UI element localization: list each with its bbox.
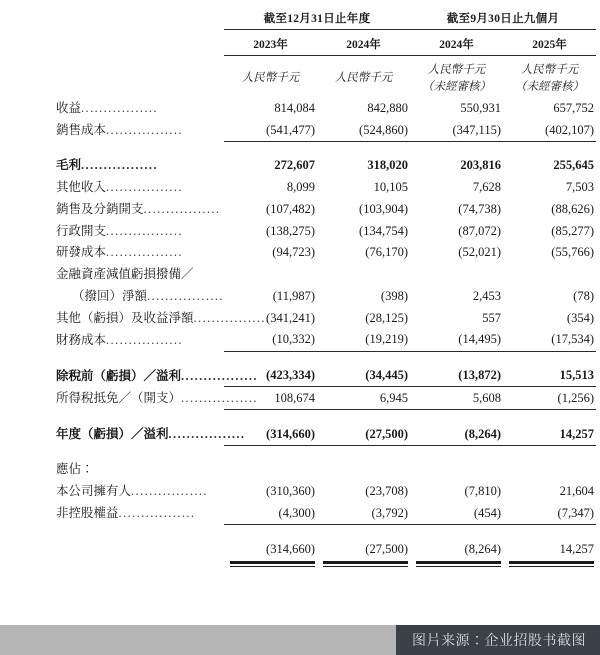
row-spacer-cell	[56, 410, 596, 424]
row-label	[56, 502, 224, 524]
row-value-col1: (423,334)	[224, 365, 317, 387]
double-rule-thick	[509, 561, 594, 564]
row-value-col4	[503, 538, 596, 569]
row-value-col4	[503, 459, 596, 481]
table-row	[56, 481, 596, 503]
header-unit-sub-col3: （未經審核）	[422, 80, 491, 93]
double-rule-thin	[416, 566, 501, 567]
header-unit-col3	[410, 56, 503, 98]
row-value-col2	[317, 538, 410, 569]
row-label-leader-dots: .................	[81, 100, 158, 115]
value-text: (8,264)	[464, 541, 501, 556]
row-label-leader-dots: .................	[106, 332, 183, 347]
header-year-corner-cell	[56, 30, 224, 56]
row-label-text: 年度（虧損）／溢利	[56, 427, 169, 442]
row-value-col1: (4,300)	[224, 502, 317, 524]
header-year-2023: 2023年	[224, 30, 317, 56]
row-value-col4: (354)	[566, 310, 594, 325]
header-year-2024-ninemonths: 2024年	[410, 30, 503, 56]
row-value-col2: (23,708)	[365, 484, 408, 499]
row-label-leader-dots: .................	[118, 506, 196, 521]
double-rule-thin	[509, 566, 594, 567]
row-value-col3: (347,115)	[410, 119, 503, 141]
header-year-2025-ninemonths: 2025年	[503, 30, 596, 56]
row-value-col4: (88,626)	[551, 201, 594, 216]
header-unit-main-col2: 人民幣千元	[334, 72, 393, 85]
row-spacer-cell	[56, 351, 596, 365]
row-value-col1: (107,482)	[266, 201, 315, 216]
row-label	[56, 365, 258, 387]
double-rule-thin	[230, 566, 315, 567]
row-label-text: 行政開支	[56, 223, 107, 238]
table-row	[56, 177, 596, 199]
value-text: (314,660)	[266, 541, 315, 556]
row-value-col2: (27,500)	[317, 423, 410, 445]
row-value-col4: (1,256)	[503, 387, 596, 410]
row-value-col1: (11,987)	[272, 288, 315, 303]
value-with-double-rule	[230, 540, 315, 568]
row-label-text: 其他（虧損）及收益淨額	[56, 310, 194, 325]
row-label	[56, 119, 224, 141]
row-value-col2	[317, 264, 410, 286]
row-label	[56, 481, 224, 503]
table-row	[56, 502, 596, 524]
row-value-col3	[410, 459, 503, 481]
row-value-col3	[410, 264, 503, 286]
row-value-col3: 7,628	[472, 180, 501, 195]
row-value-col2: (34,445)	[317, 365, 410, 387]
row-value-col2: (524,860)	[317, 119, 410, 141]
row-value-col3	[410, 538, 503, 569]
header-group-ninemonths: 截至9月30日止九個月	[410, 0, 596, 30]
row-label	[56, 97, 224, 119]
row-label-leader-dots: .................	[168, 427, 246, 442]
row-label	[56, 177, 224, 199]
table-header	[56, 0, 596, 97]
row-value-col4: 14,257	[503, 423, 596, 445]
row-value-col2: (19,219)	[317, 329, 410, 351]
row-value-col3: 2,453	[472, 288, 501, 303]
table-row	[56, 387, 596, 410]
table-row	[56, 198, 596, 220]
double-rule-thick	[230, 561, 315, 564]
watermark-source-box	[396, 625, 600, 655]
value-text: (27,500)	[365, 541, 408, 556]
row-value-col4: (85,277)	[551, 223, 594, 238]
row-label	[56, 307, 271, 329]
row-label	[56, 220, 224, 242]
row-value-col1: 108,674	[224, 387, 317, 410]
row-label-text: 其他收入	[56, 180, 107, 195]
row-value-col3: (454)	[410, 502, 503, 524]
header-unit-col4	[503, 56, 596, 98]
table-row	[56, 97, 596, 119]
table-row	[56, 242, 596, 264]
row-label-leader-dots: .................	[193, 310, 271, 325]
row-value-col4: (17,534)	[503, 329, 596, 351]
row-value-col4: (55,766)	[551, 245, 594, 260]
table-row	[56, 329, 596, 351]
row-value-col3: (13,872)	[410, 365, 503, 387]
table-row	[56, 264, 596, 286]
row-label-leader-dots: .................	[106, 123, 183, 138]
row-value-col4: (402,107)	[503, 119, 596, 141]
row-label-leader-dots: .................	[143, 201, 221, 216]
row-label-text: 收益	[56, 100, 82, 115]
row-spacer-cell	[56, 445, 596, 459]
row-value-col4: 255,645	[553, 158, 594, 173]
table-row	[56, 459, 596, 481]
row-value-col1	[224, 538, 317, 569]
row-value-col3: (52,021)	[458, 245, 501, 260]
watermark-source-text: 图片来源：企业招股书截图	[412, 632, 586, 648]
row-value-col1	[224, 459, 317, 481]
header-unit-col2	[317, 56, 410, 98]
row-value-col1: (314,660)	[224, 423, 317, 445]
row-value-col1: 272,607	[274, 158, 315, 173]
header-unit-corner-cell	[56, 56, 224, 98]
value-with-double-rule	[416, 540, 501, 568]
row-spacer	[56, 351, 596, 365]
row-value-col3: 5,608	[410, 387, 503, 410]
table-row	[56, 155, 596, 177]
row-label	[56, 155, 224, 177]
header-unit-col1	[224, 56, 317, 98]
row-label	[56, 242, 224, 264]
row-label-text: 金融資產減值虧損撥備／	[56, 267, 194, 282]
header-group-annual: 截至12月31日止年度	[224, 0, 410, 30]
row-value-col2: (3,792)	[317, 502, 410, 524]
row-value-col3: 203,816	[460, 158, 501, 173]
row-spacer	[56, 525, 596, 539]
row-value-col2: (134,754)	[359, 223, 408, 238]
row-value-col4: 15,513	[503, 365, 596, 387]
table-row	[56, 423, 596, 445]
table-row	[56, 119, 596, 141]
row-label-text: 非控股權益	[56, 506, 119, 521]
row-label-leader-dots: .................	[81, 158, 158, 173]
row-label-leader-dots: .................	[181, 368, 258, 383]
header-group-row	[56, 0, 596, 30]
row-spacer-cell	[56, 525, 596, 539]
row-value-col1: (10,332)	[224, 329, 317, 351]
row-value-col1: 814,084	[274, 100, 315, 115]
row-label-text: 財務成本	[56, 332, 107, 347]
header-unit-main-col3: 人民幣千元	[427, 64, 486, 76]
row-value-col1: 8,099	[286, 180, 315, 195]
row-value-col3: (8,264)	[410, 423, 503, 445]
row-value-col1: (94,723)	[272, 245, 315, 260]
double-rule	[416, 558, 501, 567]
table-row	[56, 538, 596, 569]
row-value-col3: 550,931	[460, 100, 501, 115]
row-label	[56, 459, 224, 481]
header-unit-main-col4: 人民幣千元	[520, 64, 579, 76]
row-value-col1: (138,275)	[266, 223, 315, 238]
row-value-col2: (28,125)	[365, 310, 408, 325]
header-unit-row	[56, 56, 596, 98]
row-label	[56, 264, 224, 286]
double-rule	[509, 558, 594, 567]
row-label-leader-dots: .................	[106, 180, 183, 195]
row-value-col4: 7,503	[565, 180, 594, 195]
table-body	[56, 97, 596, 569]
double-rule	[323, 558, 408, 567]
header-year-2024-annual: 2024年	[317, 30, 410, 56]
row-label-text: 銷售成本	[56, 123, 107, 138]
row-label-text: 應佔：	[56, 462, 94, 477]
row-value-col2: (398)	[380, 288, 408, 303]
row-value-col2: 318,020	[367, 158, 408, 173]
row-value-col2: (76,170)	[365, 245, 408, 260]
double-rule-thick	[323, 561, 408, 564]
header-corner-cell	[56, 0, 224, 30]
row-label	[56, 329, 224, 351]
row-label-text: 本公司擁有人	[56, 484, 132, 499]
row-value-col2	[317, 459, 410, 481]
row-label	[56, 538, 224, 569]
double-rule-thick	[416, 561, 501, 564]
table-row	[56, 220, 596, 242]
value-with-double-rule	[323, 540, 408, 568]
row-value-col4: 21,604	[559, 484, 594, 499]
row-value-col2: 842,880	[367, 100, 408, 115]
row-value-col3: (87,072)	[458, 223, 501, 238]
row-label-text: 銷售及分銷開支	[56, 201, 144, 216]
value-with-double-rule	[509, 540, 594, 568]
row-value-col1	[224, 264, 317, 286]
watermark-bar	[0, 625, 600, 655]
header-unit-sub-col4: （未經審核）	[515, 80, 584, 93]
row-spacer	[56, 141, 596, 155]
row-spacer	[56, 445, 596, 459]
row-label-text: 研發成本	[56, 245, 107, 260]
row-label-leader-dots: .................	[106, 245, 183, 260]
row-label-leader-dots: .................	[106, 223, 183, 238]
table-row	[56, 307, 596, 329]
row-value-col2: (103,904)	[359, 201, 408, 216]
row-value-col4: (7,347)	[503, 502, 596, 524]
row-value-col1: (541,477)	[224, 119, 317, 141]
row-value-col3: (74,738)	[458, 201, 501, 216]
row-value-col1: (341,241)	[266, 310, 315, 325]
double-rule	[230, 558, 315, 567]
row-value-col2: 6,945	[317, 387, 410, 410]
row-label-leader-dots: .................	[181, 391, 258, 406]
row-label-text: 毛利	[56, 158, 82, 173]
row-label-leader-dots: .................	[131, 484, 208, 499]
row-value-col3: (14,495)	[410, 329, 503, 351]
income-statement-table	[56, 0, 596, 569]
row-value-col2: 10,105	[373, 180, 408, 195]
row-label	[56, 423, 246, 445]
row-label-text: 所得稅抵免／（開支）	[56, 391, 182, 406]
row-value-col1: (310,360)	[266, 484, 315, 499]
row-label-leader-dots: .................	[147, 288, 224, 303]
header-unit-main-col1: 人民幣千元	[241, 72, 300, 85]
value-text: 14,257	[559, 541, 594, 556]
row-value-col4: (78)	[573, 288, 594, 303]
row-label	[56, 198, 224, 220]
row-label-text: （撥回）淨額	[72, 288, 148, 303]
row-label	[56, 285, 224, 307]
header-year-row	[56, 30, 596, 56]
table-row	[56, 365, 596, 387]
row-label-text: 除稅前（虧損）／溢利	[56, 368, 182, 383]
row-spacer-cell	[56, 141, 596, 155]
row-value-col4	[503, 264, 596, 286]
row-label	[56, 387, 258, 410]
double-rule-thin	[323, 566, 408, 567]
row-value-col3: (7,810)	[464, 484, 501, 499]
row-spacer	[56, 410, 596, 424]
row-value-col3: 557	[482, 310, 501, 325]
row-value-col4: 657,752	[553, 100, 594, 115]
table-row	[56, 285, 596, 307]
